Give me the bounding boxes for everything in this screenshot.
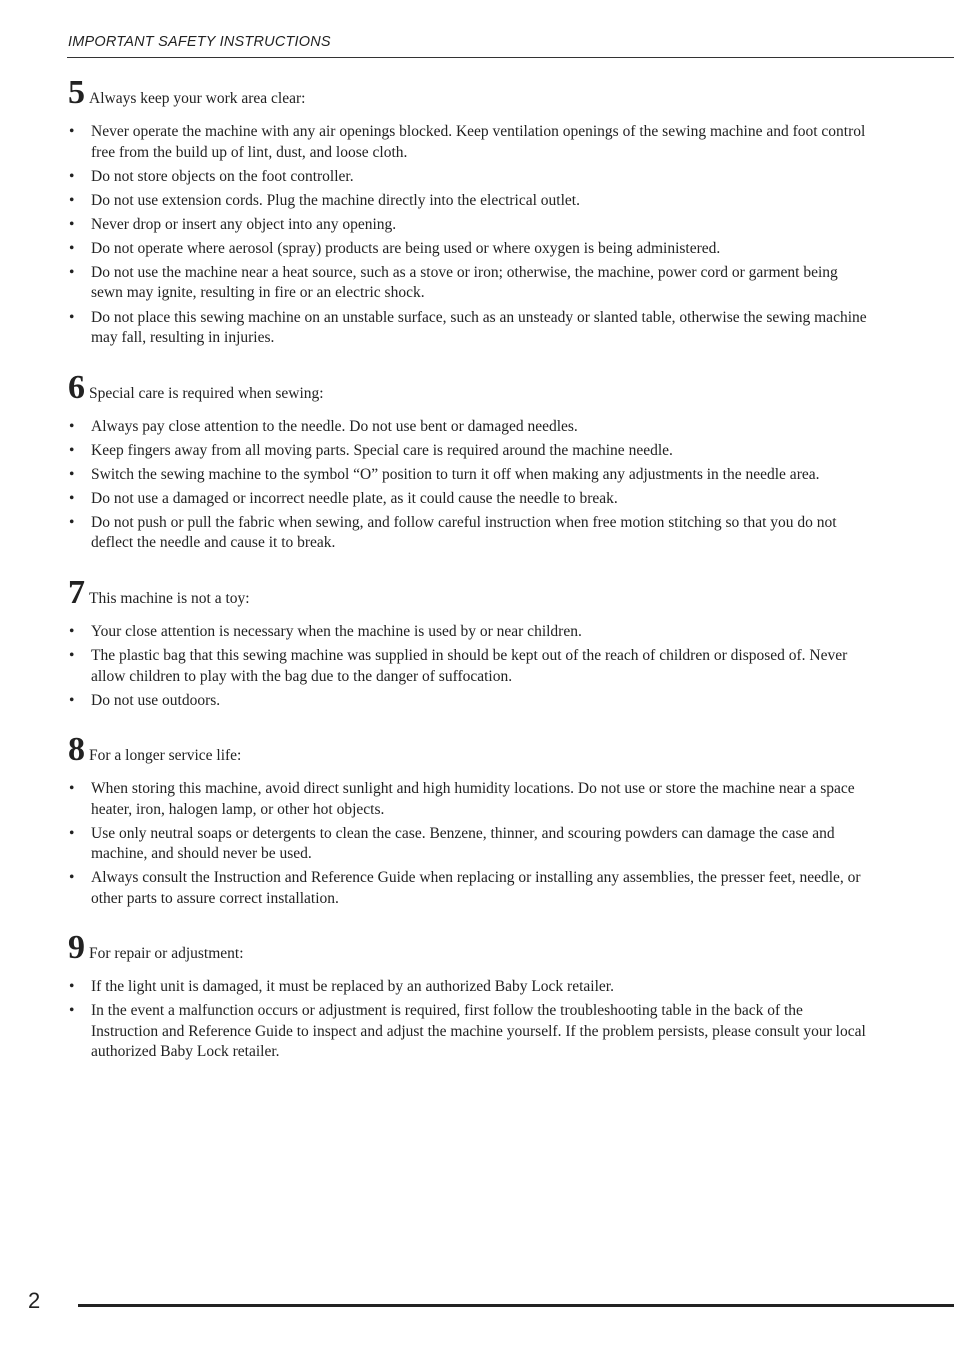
section-title: For repair or adjustment: [89,945,244,963]
section-6 [68,368,868,554]
list-item [68,489,868,510]
bullet-icon: • [69,869,75,887]
footer-rule [78,1304,954,1307]
bullet-icon: • [69,123,75,140]
instructions-body [68,76,868,1085]
list-item-text: Do not push or pull the fabric when sewing, and follow careful instruction when free motion stitching so that you do not deflect the needle and cause it to break. [91,513,837,552]
section-heading [68,733,868,767]
list-item-text: Do not use outdoors. [91,691,221,709]
bullet-icon: • [69,191,75,209]
running-header: IMPORTANT SAFETY INSTRUCTIONS [68,34,331,50]
bullet-icon: • [69,824,75,842]
bullet-list [68,977,868,1063]
bullet-icon: • [69,513,75,531]
list-item [68,263,868,304]
list-item [68,215,868,236]
bullet-list [68,417,868,554]
bullet-icon: • [69,622,75,640]
list-item-text: Use only neutral soaps or detergents to clean the case. Benzene, thinner, and scouring powders can damage the case and machine, and should never be used. [91,824,835,863]
section-8 [68,733,868,909]
list-item-text: Do not use a damaged or incorrect needle plate, as it could cause the needle to break. [91,489,618,507]
section-heading [68,368,868,406]
list-item-text: Do not use the machine near a heat source, such as a stove or iron; otherwise, the machine, power cord or garment being sewn may ignite, resulting in fire or an electric shock. [91,263,838,302]
section-7 [68,573,868,711]
section-number: 8 [68,731,85,769]
bullet-icon: • [69,441,75,459]
list-item [68,308,868,349]
list-item [68,513,868,554]
bullet-icon: • [69,308,75,326]
list-item-text: Never operate the machine with any air openings blocked. Keep ventilation openings of the sewing machine and foot control free from the build up of lint, dust, and loose cloth. [91,123,866,161]
section-title: Always keep your work area clear: [89,90,306,107]
bullet-icon: • [69,263,75,281]
bullet-icon: • [69,489,75,507]
list-item-text: Keep fingers away from all moving parts. Special care is required around the machine needle. [91,441,673,459]
list-item [68,417,868,438]
bullet-icon: • [69,691,75,709]
bullet-icon: • [69,1002,75,1020]
section-number: 7 [68,573,85,611]
section-number: 6 [68,368,85,406]
section-number: 5 [68,74,85,111]
bullet-icon: • [69,215,75,233]
list-item [68,824,868,865]
bullet-icon: • [69,465,75,483]
section-heading [68,573,868,611]
section-title: This machine is not a toy: [89,589,250,607]
section-9 [68,931,868,1063]
section-number: 9 [68,929,85,967]
list-item [68,167,868,188]
bullet-icon: • [69,978,75,996]
list-item [68,441,868,462]
list-item [68,646,868,687]
bullet-icon: • [69,780,75,798]
section-title: For a longer service life: [89,747,242,765]
list-item [68,191,868,212]
list-item-text: Your close attention is necessary when the machine is used by or near children. [91,622,582,640]
list-item-text: If the light unit is damaged, it must be replaced by an authorized Baby Lock retailer. [91,978,614,996]
list-item [68,1001,868,1063]
list-item-text: Switch the sewing machine to the symbol “O” position to turn it off when making any adjustments in the needle area. [91,465,820,483]
list-item-text: The plastic bag that this sewing machine was supplied in should be kept out of the reach of children or disposed of. Never allow children to play with the bag due to the danger of suffocation. [91,647,848,685]
section-heading [68,931,868,965]
list-item-text: Never drop or insert any object into any opening. [91,215,397,233]
list-item-text: When storing this machine, avoid direct sunlight and high humidity locations. Do not use or store the machine near a space heater, iron, halogen lamp, or other hot objects. [91,780,855,818]
bullet-list [68,122,868,349]
list-item-text: Do not store objects on the foot controller. [91,167,354,185]
bullet-list [68,622,868,711]
bullet-icon: • [69,239,75,257]
list-item [68,122,868,163]
bullet-icon: • [69,167,75,185]
list-item [68,779,868,820]
list-item-text: Do not operate where aerosol (spray) products are being used or where oxygen is being administered. [91,239,721,257]
header-rule [67,57,954,58]
section-title: Special care is required when sewing: [89,384,324,402]
page-number: 2 [28,1288,41,1313]
list-item [68,465,868,486]
list-item-text: Always consult the Instruction and Reference Guide when replacing or installing any assemblies, the presser feet, needle, or other parts to assure correct installation. [91,869,861,907]
list-item [68,622,868,643]
list-item-text: Do not place this sewing machine on an unstable surface, such as an unsteady or slanted table, otherwise the sewing machine may fall, resulting in injuries. [91,308,867,347]
list-item-text: Always pay close attention to the needle. Do not use bent or damaged needles. [91,417,578,435]
bullet-icon: • [69,647,75,665]
list-item [68,977,868,998]
list-item [68,239,868,260]
section-heading [68,76,868,110]
list-item-text: Do not use extension cords. Plug the machine directly into the electrical outlet. [91,191,580,209]
bullet-icon: • [69,417,75,435]
list-item [68,868,868,909]
list-item [68,691,868,712]
bullet-list [68,779,868,909]
list-item-text: In the event a malfunction occurs or adjustment is required, first follow the troubleshooting table in the back of the Instruction and Reference Guide to inspect and adjust the machine yourself. If the problem persists, please consult your local authorized Baby Lock retailer. [91,1002,866,1061]
section-5 [68,76,868,349]
